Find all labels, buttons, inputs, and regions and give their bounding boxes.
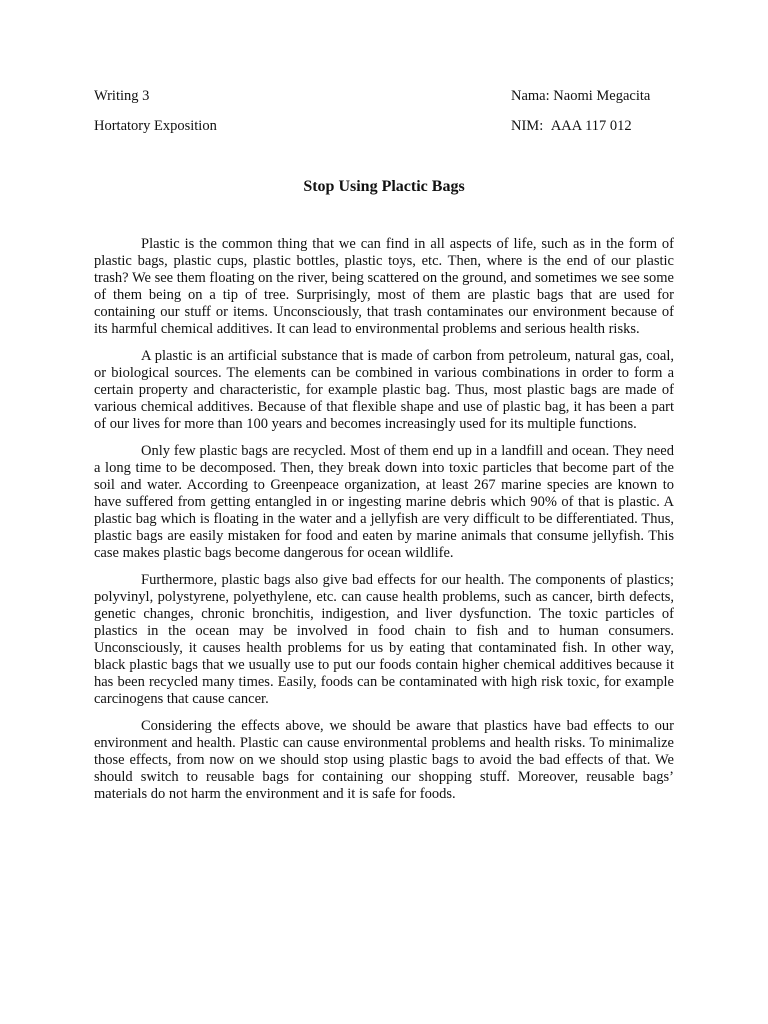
paragraph-2: A plastic is an artificial substance that is made of carbon from petroleum, natural gas, coal, or biological sources. The elements can be combined in various combinations in order to form a certain property and characteristic, for example plastic bag. Thus, most plastic bags are made of various chemical additives. Because of that flexible shape and use of plastic bag, it has been a part of our lives for more than 100 years and becomes increasingly used for its multiple functions. xyxy=(94,348,674,432)
paragraph-1: Plastic is the common thing that we can find in all aspects of life, such as in the form of plastic bags, plastic cups, plastic bottles, plastic toys, etc. Then, where is the end of our plastic trash? We see them floating on the river, being scattered on the ground, and sometimes we see some of them being on a tip of tree. Surprisingly, most of them are plastic bags that are used for containing our stuff or items. Unconsciously, that trash contaminates our environment because of its harmful chemical additives. It can lead to environmental problems and serious health risks. xyxy=(94,236,674,337)
course-label: Writing 3 xyxy=(94,88,150,104)
essay-body xyxy=(94,236,674,803)
name-value: Naomi Megacita xyxy=(553,88,651,104)
paragraph-4: Furthermore, plastic bags also give bad effects for our health. The components of plastics; polyvinyl, polystyrene, polyethylene, etc. can cause health problems, such as cancer, birth defects, genetic changes, chronic bronchitis, indigestion, and liver dysfunction. The toxic particles of plastics in the ocean may be involved in food chain to fish and to human consumers. Unconsciously, it causes health problems for us by eating that contaminated fish. In other way, black plastic bags that we usually use to put our foods contain higher chemical additives because it has been recycled many times. Easily, foods can be contaminated with high risk toxic, for example carcinogens that cause cancer. xyxy=(94,572,674,707)
student-nim xyxy=(511,117,632,135)
name-label: Nama: xyxy=(511,88,550,104)
paragraph-5: Considering the effects above, we should be aware that plastics have bad effects to our environment and health. Plastic can cause environmental problems and health risks. To minimalize those effects, from now on we should stop using plastic bags to avoid the bad effects of that. We should switch to reusable bags for containing our shopping stuff. Moreover, reusable bags’ materials do not harm the environment and it is safe for foods. xyxy=(94,718,674,802)
nim-value: AAA 117 012 xyxy=(550,118,632,134)
paragraph-3: Only few plastic bags are recycled. Most of them end up in a landfill and ocean. They need a long time to be decomposed. Then, they break down into toxic particles that become part of the soil and water. According to Greenpeace organization, at least 267 marine species are known to have suffered from getting entangled in or ingesting marine debris which 90% of that is plastic. A plastic bag which is floating in the water and a jellyfish are very difficult to be differentiated. Thus, plastic bags are easily mistaken for food and eaten by marine animals that consume jellyfish. This case makes plastic bags become dangerous for ocean wildlife. xyxy=(94,443,674,561)
nim-label: NIM: xyxy=(511,118,544,134)
essay-title: Stop Using Plactic Bags xyxy=(303,178,465,195)
genre-label: Hortatory Exposition xyxy=(94,118,217,134)
student-name xyxy=(511,87,650,105)
